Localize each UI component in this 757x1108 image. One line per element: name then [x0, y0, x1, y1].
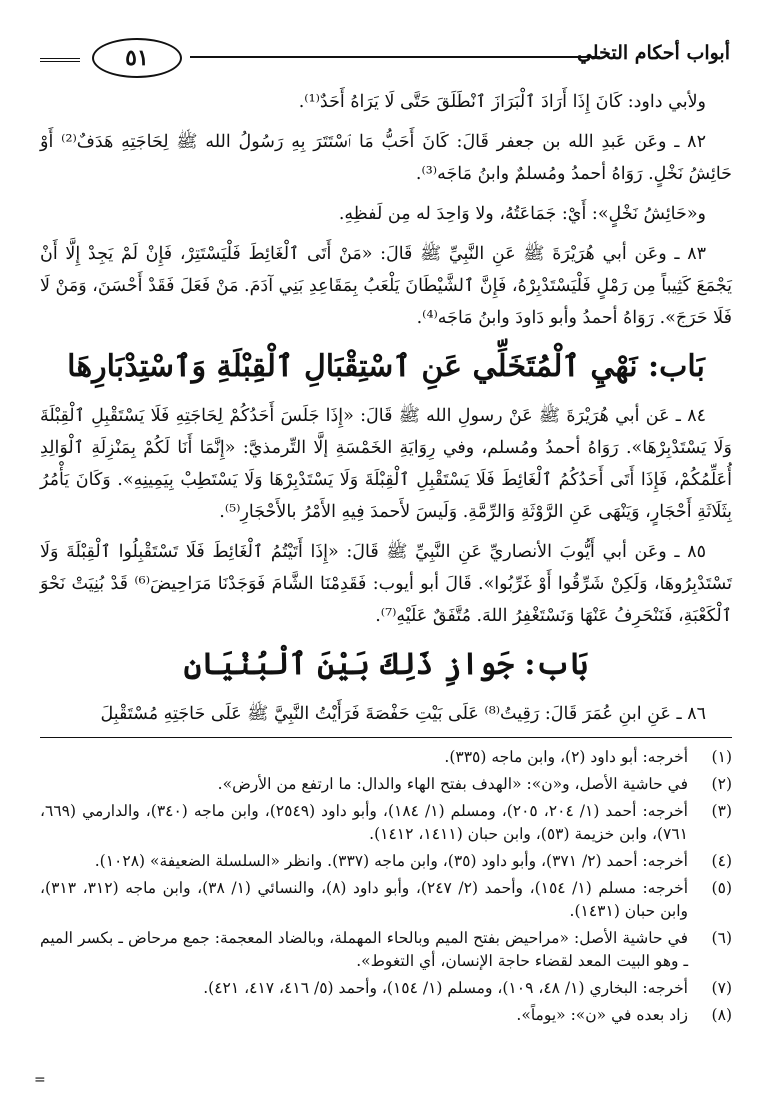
page-number: ٥١: [92, 38, 182, 78]
footnote: [40, 1004, 732, 1027]
footnote: [40, 773, 732, 796]
header-double-rule: [40, 58, 80, 62]
hadith-84: ٨٤ ـ عَن أبي هُرَيْرَةَ ﷺ عَنْ رسولِ الله ﷺ قَالَ: «إِذَا جَلَسَ أَحَدُكُمْ لِحَاجَتِهِ فَلَا يَسْتَقْبِلِ ٱلْقِبْلَةَ وَلَا يَسْتَدْبِرْهَا». رَوَاهُ أحمدُ ومُسلم، وفي رِوَايَةِ الخَمْسَةِ إلَّا التِّرمذيَّ: «إِنَّمَا أَنَا لَكُمْ بِمَنْزِلَةِ ٱلْوَالِدِ أُعَلِّمُكُمْ، فَإِذَا أَتَى أَحَدُكُمُ ٱلْغَائِطَ فَلَا يَسْتَقْبِلِ ٱلْقِبْلَةَ وَلَا يَسْتَدْبِرْهَا وَلَا يَسْتَطِبْ بِيَمِينِهِ». وَكَانَ يَأْمُرُ بِثَلَاثَةِ أَحْجَارٍ، وَيَنْهَى عَنِ الرَّوْثَةِ وَالرِّمَّةِ. وَلَيسَ لأَحمدَ فِيهِ الأَمْرُ بالأَحْجَارِ⁽⁵⁾.: [40, 406, 732, 522]
footnote-number: (٦): [711, 929, 732, 947]
footnote: [40, 850, 732, 873]
footnote-number: (٥): [711, 879, 732, 897]
footnote: [40, 800, 732, 846]
hadith-83: ٨٣ ـ وعَن أبي هُرَيْرَةَ ﷺ عَنِ النَّبِيِّ ﷺ قَالَ: «مَنْ أَتَى ٱلْغَائِطَ فَلْيَسْتَتِرْ، فَإِنْ لَمْ يَجِدْ إِلَّا أَنْ يَجْمَعَ كَثِيباً مِن رَمْلٍ فَلْيَسْتَدْبِرْهُ، فَإِنَّ ٱلشَّيْطَانَ يَلْعَبُ بِمَقَاعِدِ بَنِي آدَمَ. مَنْ فَعَلَ فَقَدْ أَحْسَنَ، وَمَنْ لَا فَلَا حَرَجَ». رَوَاهُ أحمدُ وأبو دَاودَ وابنُ مَاجَه⁽⁴⁾.: [40, 244, 732, 328]
footnote-text: زاد بعده في «ن»: «يوماً».: [516, 1006, 688, 1024]
paragraph-abu-dawud: ولأبي داود: كَانَ إِذَا أَرَادَ ٱلْبَرَازَ ٱنْطَلَقَ حَتَّى لَا يَرَاهُ أَحَدٌ⁽¹⁾.: [298, 92, 706, 112]
footnote-text: أخرجه: أبو داود (٢)، وابن ماجه (٣٣٥).: [444, 748, 688, 766]
footnote-text: أخرجه: أحمد (١/ ٢٠٤، ٢٠٥)، ومسلم (١/ ١٨٤)، وأبو داود (٢٥٤٩)، وابن ماجه (٣٤٠)، والدارمي (٦٦٩، ٧٦١)، وابن خزيمة (٥٣)، وابن حبان (١٤١١، ١٤١٢).: [40, 802, 688, 843]
footnote-text: أخرجه: أحمد (٢/ ٣٧١)، وأبو داود (٣٥)، وابن ماجه (٣٣٧). وانظر «السلسلة الضعيفة» (١٠٢٨).: [94, 852, 688, 870]
footnote-number: (٧): [711, 979, 732, 997]
footnote-number: (٢): [711, 775, 732, 793]
chapter-heading-buildings: بَاب: جَوازِ ذَلِكَ بَيْنَ ٱلْبُنْيَانِ: [183, 647, 589, 682]
page-header: [40, 36, 730, 80]
footnote: [40, 877, 732, 923]
footnote-text: أخرجه: البخاري (١/ ٤٨، ١٠٩)، ومسلم (١/ ١٥٤)، وأحمد (٥/ ٤١٦، ٤١٧، ٤٢١).: [203, 979, 688, 997]
footnote-text: في حاشية الأصل، و«ن»: «الهدف بفتح الهاء والدال: ما ارتفع من الأرض».: [217, 775, 688, 793]
main-text: [40, 86, 732, 738]
hadith-86: ٨٦ ـ عَنِ ابنِ عُمَرَ قَالَ: رَقِيتُ⁽⁸⁾ عَلَى بَيْتِ حَفْصَةَ فَرَأَيْتُ النَّبِيَّ ﷺ عَلَى حَاجَتِهِ مُسْتَقْبِلَ: [100, 704, 706, 724]
hadith-82: ٨٢ ـ وعَن عَبدِ الله بن جعفر قَالَ: كَانَ أَحَبُّ مَا ٱسْتَتَرَ بِهِ رَسُولُ الله ﷺ لِحَاجَتِهِ هَدَفٌ⁽²⁾ أَوْ حَائِشُ نَخْلٍ. رَوَاهُ أحمدُ ومُسلمٌ وابنُ مَاجَه⁽³⁾.: [40, 132, 732, 184]
footnote: [40, 927, 732, 973]
chapter-heading-qibla: بَاب: نَهْيِ ٱلْمُتَخَلِّي عَنِ ٱسْتِقْبَالِ ٱلْقِبْلَةِ وَٱسْتِدْبَارِهَا: [67, 349, 705, 384]
footnote-separator: [40, 737, 732, 738]
margin-mark: =: [34, 1072, 46, 1088]
footnote: [40, 977, 732, 1000]
footnote-number: (٣): [711, 802, 732, 820]
footnote-number: (١): [711, 748, 732, 766]
hadith-85: ٨٥ ـ وعَن أبي أَيُّوبَ الأنصاريِّ عَنِ النَّبِيِّ ﷺ قَالَ: «إِذَا أَتَيْتُمُ ٱلْغَائِطَ فَلَا تَسْتَقْبِلُوا ٱلْقِبْلَةَ وَلَا تَسْتَدْبِرُوهَا، وَلَكِنْ شَرِّقُوا أَوْ غَرِّبُوا». قَالَ أبو أيوب: فَقَدِمْنَا الشَّامَ فَوَجَدْنَا مَرَاحِيضَ⁽⁶⁾ قَدْ بُنِيَتْ نَحْوَ ٱلْكَعْبَةِ، فَنَنْحَرِفُ عَنْهَا وَنَسْتَغْفِرُ اللهَ. مُتَّفَقٌ عَلَيْهِ⁽⁷⁾.: [40, 542, 732, 626]
running-title: أبواب أحكام التخلي: [576, 42, 730, 64]
footnote: [40, 746, 732, 769]
footnote-number: (٨): [711, 1006, 732, 1024]
footnote-text: في حاشية الأصل: «مراحيض بفتح الميم وبالحاء المهملة، وبالضاد المعجمة: جمع مرحاض ـ بكسر الميم ـ وهو البيت المعد لقضاء حاجة الإنسان، أي التغوط».: [40, 929, 688, 970]
header-rule: [190, 56, 600, 58]
gloss-haish: و«حَائِشُ نَخْلٍ»: أَيْ: جَمَاعَتُهُ، ولا وَاحِدَ له مِن لَفظِهِ.: [338, 204, 706, 224]
footnotes: [40, 746, 732, 1031]
footnote-number: (٤): [711, 852, 732, 870]
footnote-text: أخرجه: مسلم (١/ ١٥٤)، وأحمد (٢/ ٢٤٧)، وأبو داود (٨)، والنسائي (١/ ٣٨)، وابن ماجه (٣١٢، ٣١٣)، وابن حبان (١٤٣١).: [40, 879, 689, 920]
